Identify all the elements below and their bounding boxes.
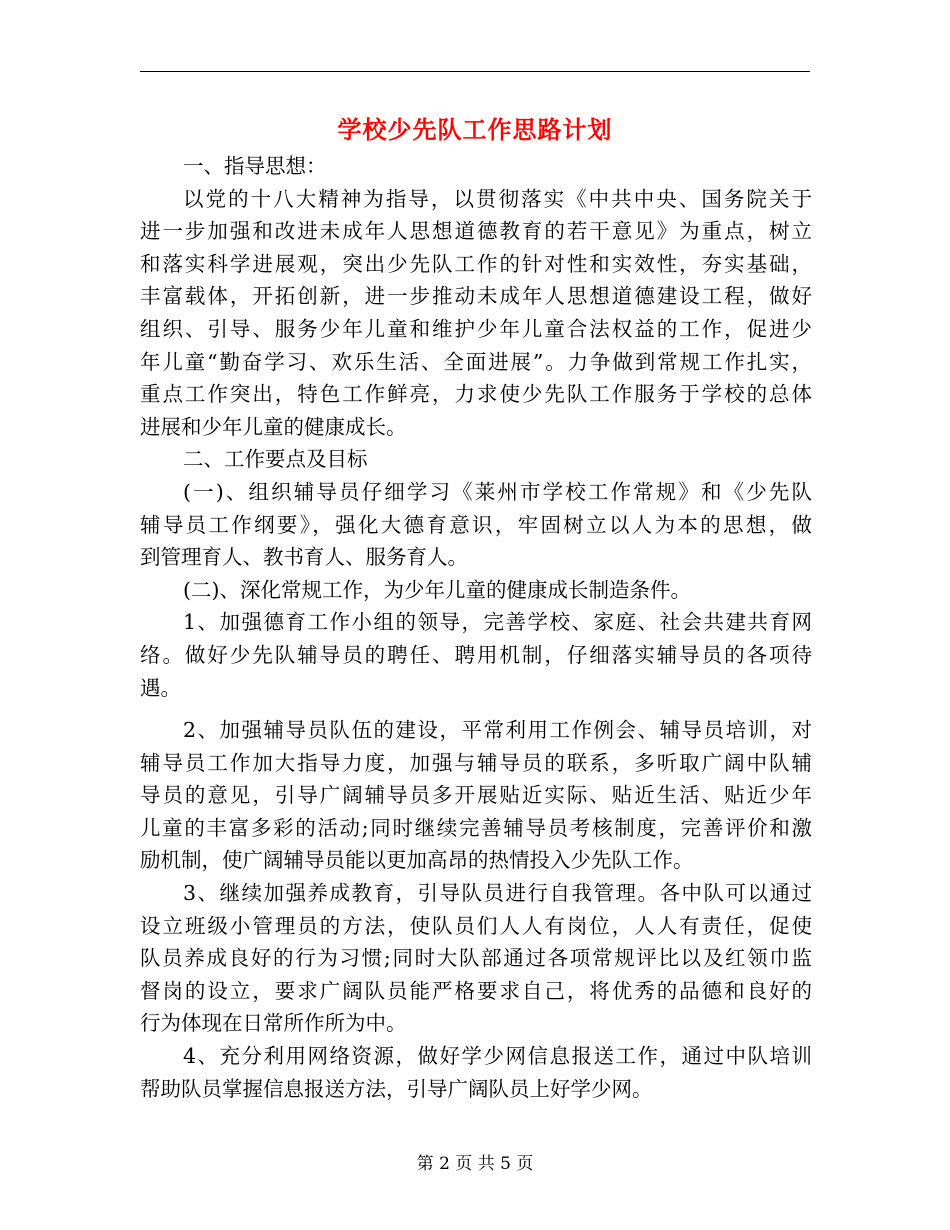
paragraph-line: (一)、组织辅导员仔细学习《莱州市学校工作常规》和《少先队 <box>183 479 812 504</box>
paragraph-line: 导员的意见，引导广阔辅导员多开展贴近实际、贴近生活、贴近少年 <box>140 783 812 808</box>
paragraph-line: 行为体现在日常所作所为中。 <box>140 1011 407 1036</box>
section-heading-guiding-thought: 一、指导思想： <box>183 154 327 178</box>
paragraph-line: 年儿童“勤奋学习、欢乐生活、全面进展”。力争做到常规工作扎实， <box>140 349 812 374</box>
paragraph-line: 进展和少年儿童的健康成长。 <box>140 414 407 439</box>
subsection-heading-routine-work: (二)、深化常规工作，为少年儿童的健康成长制造条件。 <box>183 577 691 602</box>
paragraph-line: 辅导员工作加大指导力度，加强与辅导员的联系，多听取广阔中队辅 <box>140 750 812 775</box>
page-footer: 第 2 页 共 5 页 <box>416 1154 534 1174</box>
paragraph-line: 和落实科学进展观，突出少先队工作的针对性和实效性，夯实基础， <box>140 251 812 276</box>
document-body <box>140 150 812 1105</box>
paragraph-line: 到管理育人、教书育人、服务育人。 <box>140 545 468 570</box>
paragraph-line: 络。做好少先队辅导员的聘任、聘用机制，仔细落实辅导员的各项待 <box>140 642 812 667</box>
header-rule <box>140 71 810 72</box>
paragraph-line: 重点工作突出，特色工作鲜亮，力求使少先队工作服务于学校的总体 <box>140 382 812 407</box>
paragraph-line: 遇。 <box>140 675 181 700</box>
paragraph-line: 1、加强德育工作小组的领导，完善学校、家庭、社会共建共育网 <box>183 610 812 635</box>
paragraph-line: 设立班级小管理员的方法，使队员们人人有岗位，人人有责任，促使 <box>140 913 812 938</box>
paragraph-line: 督岗的设立，要求广阔队员能严格要求自己，将优秀的品德和良好的 <box>140 978 812 1003</box>
paragraph-line: 3、继续加强养成教育，引导队员进行自我管理。各中队可以通过 <box>183 881 812 906</box>
paragraph-line: 4、充分利用网络资源，做好学少网信息报送工作，通过中队培训 <box>183 1044 812 1069</box>
document-title: 学校少先队工作思路计划 <box>337 115 613 144</box>
paragraph-line: 以党的十八大精神为指导，以贯彻落实《中共中央、国务院关于 <box>183 186 812 211</box>
paragraph-line: 励机制，使广阔辅导员能以更加高昂的热情投入少先队工作。 <box>140 848 694 873</box>
paragraph-line: 辅导员工作纲要》，强化大德育意识，牢固树立以人为本的思想，做 <box>140 512 812 537</box>
paragraph-line: 2、加强辅导员队伍的建设，平常利用工作例会、辅导员培训，对 <box>183 718 812 743</box>
paragraph-gap <box>140 704 812 714</box>
section-heading-work-points: 二、工作要点及目标 <box>183 447 368 472</box>
paragraph-line: 帮助队员掌握信息报送方法，引导广阔队员上好学少网。 <box>140 1076 653 1101</box>
paragraph-line: 丰富载体，开拓创新，进一步推动未成年人思想道德建设工程，做好 <box>140 284 812 309</box>
paragraph-line: 进一步加强和改进未成年人思想道德教育的若干意见》为重点，树立 <box>140 219 812 244</box>
paragraph-line: 儿童的丰富多彩的活动;同时继续完善辅导员考核制度，完善评价和激 <box>140 815 812 840</box>
paragraph-line: 组织、引导、服务少年儿童和维护少年儿童合法权益的工作，促进少 <box>140 316 812 341</box>
paragraph-line: 队员养成良好的行为习惯;同时大队部通过各项常规评比以及红领巾监 <box>140 946 812 971</box>
